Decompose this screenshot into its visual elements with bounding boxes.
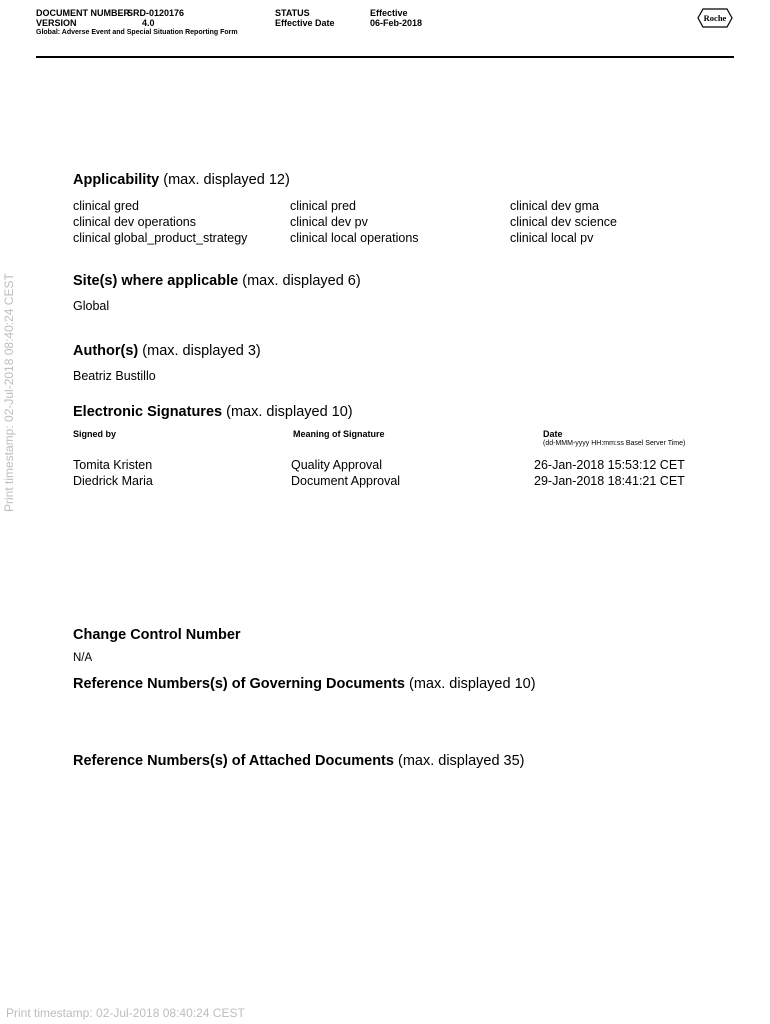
- sites-heading: Site(s) where applicable (max. displayed 6): [73, 273, 361, 289]
- list-item: clinical gred: [73, 199, 140, 213]
- signatures-heading: Electronic Signatures (max. displayed 10): [73, 404, 353, 420]
- print-timestamp-watermark-footer: Print timestamp: 02-Jul-2018 08:40:24 CEST: [6, 1006, 245, 1020]
- list-item: clinical pred: [290, 199, 357, 213]
- status-label: STATUS: [275, 8, 310, 18]
- attached-refs-heading: Reference Numbers(s) of Attached Documents (max. displayed 35): [73, 753, 525, 769]
- effective-date-label: Effective Date: [275, 18, 335, 28]
- signature-date: 26-Jan-2018 15:53:12 CET: [534, 458, 685, 472]
- list-item: clinical global_product_strategy: [73, 231, 248, 245]
- list-item: clinical local pv: [510, 231, 594, 245]
- print-timestamp-watermark-side: Print timestamp: 02-Jul-2018 08:40:24 CEST: [2, 273, 16, 512]
- col-date-format: (dd-MMM-yyyy HH:mm:ss Basel Server Time): [543, 440, 686, 447]
- roche-logo-icon: [697, 8, 733, 28]
- list-item: clinical dev operations: [73, 215, 196, 229]
- list-item: clinical dev science: [510, 215, 617, 229]
- doc-number-label: DOCUMENT NUMBER: [36, 8, 130, 18]
- version-label: VERSION: [36, 18, 77, 28]
- authors-heading: Author(s) (max. displayed 3): [73, 343, 261, 359]
- doc-number-value: SRD-0120176: [127, 8, 185, 18]
- header-divider: [36, 56, 734, 58]
- col-date: Date: [543, 429, 563, 439]
- list-item: clinical dev gma: [510, 199, 599, 213]
- form-title: Global: Adverse Event and Special Situation Reporting Form: [36, 29, 238, 36]
- applicability-col-1: [73, 198, 247, 246]
- author-value: Beatriz Bustillo: [73, 369, 156, 383]
- applicability-col-2: [290, 198, 419, 246]
- applicability-heading: Applicability (max. displayed 12): [73, 172, 290, 188]
- signature-name: Tomita Kristen: [73, 458, 153, 472]
- list-item: clinical dev pv: [290, 215, 368, 229]
- logo-text: Roche: [703, 13, 727, 23]
- governing-refs-heading: Reference Numbers(s) of Governing Documents (max. displayed 10): [73, 676, 536, 692]
- sites-value: Global: [73, 299, 110, 313]
- signature-date: 29-Jan-2018 18:41:21 CET: [534, 474, 685, 488]
- col-meaning: Meaning of Signature: [293, 429, 385, 439]
- signature-meaning: Quality Approval: [291, 458, 383, 472]
- list-item: clinical local operations: [290, 231, 419, 245]
- signature-meaning: Document Approval: [291, 474, 401, 488]
- status-value: Effective: [370, 8, 408, 18]
- change-control-heading: Change Control Number: [73, 627, 241, 643]
- col-signed-by: Signed by: [73, 429, 117, 439]
- effective-date-value: 06-Feb-2018: [370, 18, 423, 28]
- applicability-col-3: [510, 198, 617, 246]
- change-control-value: N/A: [73, 652, 93, 664]
- signature-name: Diedrick Maria: [73, 474, 153, 488]
- version-value: 4.0: [142, 18, 155, 28]
